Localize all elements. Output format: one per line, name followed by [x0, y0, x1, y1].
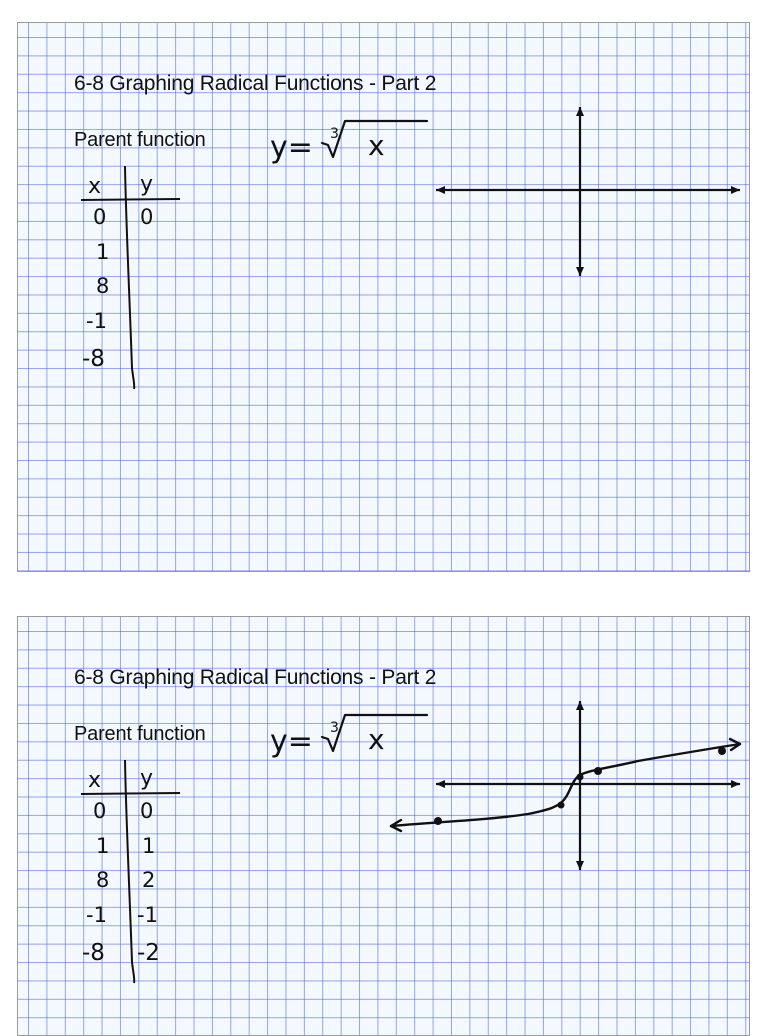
header-x: x	[88, 174, 102, 199]
equation-lhs: y=	[270, 130, 313, 165]
slide-2	[17, 616, 750, 1036]
plotted-point	[434, 817, 442, 825]
equation	[270, 715, 427, 759]
slide-1	[17, 22, 750, 572]
y-value: 0	[140, 205, 154, 229]
plotted-point	[577, 774, 584, 781]
x-axis-arrow-right	[731, 186, 740, 194]
x-value: 1	[96, 240, 110, 264]
radical-index: 3	[330, 126, 339, 142]
slide-title: 6-8 Graphing Radical Functions - Part 2	[74, 666, 437, 689]
x-value: -1	[86, 903, 107, 927]
equation-lhs: y=	[270, 724, 313, 759]
plotted-point	[718, 747, 726, 755]
plotted-point	[558, 802, 565, 809]
y-value: 1	[142, 834, 156, 858]
x-value: -8	[82, 346, 105, 372]
value-table	[81, 760, 180, 983]
table-hline	[81, 793, 180, 794]
radicand: x	[368, 723, 385, 756]
x-axis-arrow-left	[436, 186, 445, 194]
equation	[270, 121, 427, 165]
y-axis-arrow-down	[576, 861, 584, 870]
y-value: 0	[140, 799, 154, 823]
x-axis-arrow-right	[731, 780, 740, 788]
handwriting-layer	[18, 23, 750, 572]
y-value: -1	[137, 903, 158, 927]
table-hline	[81, 199, 180, 200]
x-value: 0	[93, 799, 107, 823]
parent-function-label: Parent function	[74, 129, 206, 151]
value-table	[81, 166, 180, 389]
y-axis-arrow-up	[576, 107, 584, 116]
radical-index: 3	[330, 720, 339, 736]
radicand: x	[368, 129, 385, 162]
x-value: 8	[96, 274, 110, 298]
y-axis-arrow-down	[576, 267, 584, 276]
header-x: x	[88, 768, 102, 793]
y-value: -2	[137, 940, 160, 966]
coordinate-axes	[436, 107, 740, 276]
header-y: y	[140, 766, 154, 791]
x-value: 0	[93, 205, 107, 229]
coordinate-axes	[436, 701, 740, 870]
x-value: -8	[82, 940, 105, 966]
y-axis-arrow-up	[576, 701, 584, 710]
x-axis-arrow-left	[436, 780, 445, 788]
y-value: 2	[142, 868, 156, 892]
parent-function-label: Parent function	[74, 723, 206, 745]
header-y: y	[140, 172, 154, 197]
x-value: 8	[96, 868, 110, 892]
slide-title: 6-8 Graphing Radical Functions - Part 2	[74, 72, 437, 95]
handwriting-layer	[18, 617, 750, 1036]
plotted-point	[594, 767, 602, 775]
x-value: -1	[86, 309, 107, 333]
x-value: 1	[96, 834, 110, 858]
